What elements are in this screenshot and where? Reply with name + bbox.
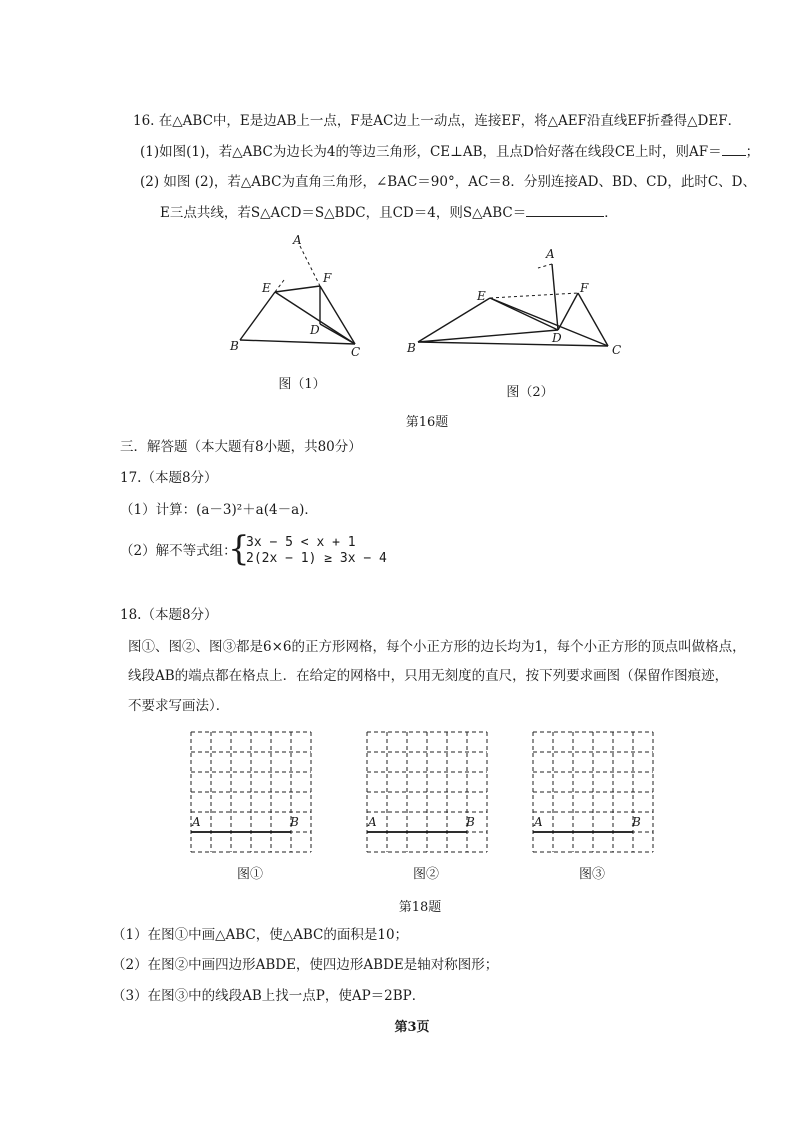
grid3-label-a: A: [534, 815, 543, 829]
q18-desc-1: 图①、图②、图③都是6×6的正方形网格，每个小正方形的边长均为1，每个小正方形的顶点叫做格点，: [128, 639, 746, 655]
fig2-label-a: A: [546, 247, 555, 261]
q16-fig-title: 第16题: [405, 415, 449, 430]
q16-intro: 16. 在△ABC中，E是边AB上一点，F是AC边上一动点，连接EF，将△AEF沿直线EF折叠得△DEF．: [133, 113, 742, 129]
fig1-side-fc: [320, 286, 355, 344]
fig1-side-bc: [240, 340, 355, 344]
q18-grid1-caption: 图①: [236, 867, 263, 882]
q16-part2b-blank: [526, 216, 604, 217]
q16-part2b-tail: ．: [604, 205, 618, 221]
fig1-label-c: C: [351, 345, 361, 359]
q17-part2-label: （2）解不等式组：: [120, 543, 237, 559]
q16-part2b-text: E三点共线，若S△ACD＝S△BDC，且CD＝4，则S△ABC＝: [160, 205, 527, 221]
q18-desc-2: 线段AB的端点都在格点上．在给定的网格中，只用无刻度的直尺，按下列要求画图（保留作图痕迹，: [128, 668, 729, 684]
section3-heading: 三．解答题（本大题有8小题，共80分）: [120, 439, 362, 455]
fig1-side-be: [240, 292, 275, 340]
grid1-label-b: B: [290, 815, 299, 829]
page-number: 第3页: [394, 1020, 430, 1035]
fig2-label-b: B: [407, 341, 416, 355]
grid2-label-b: B: [466, 815, 475, 829]
fig2-line-fd: [558, 293, 578, 330]
q16-figure-2: [400, 240, 630, 365]
q16-part2b: [160, 203, 618, 223]
q18-grid2-caption: 图②: [412, 867, 439, 882]
grid2-label-a: A: [368, 815, 377, 829]
q16-part1: [140, 142, 759, 162]
fig2-label-d: D: [552, 331, 562, 345]
fig2-line-bd: [418, 330, 558, 342]
fig2-line-ec: [490, 298, 608, 346]
fig2-side-fc: [578, 293, 608, 346]
q18-task-1: （1）在图①中画△ABC，使△ABC的面积是10；: [112, 927, 409, 943]
q16-fig1-caption: 图（1）: [278, 377, 326, 392]
fig2-side-bc: [418, 342, 608, 346]
q17-system-brace: {: [228, 529, 250, 569]
fig1-dashed-af: [300, 246, 320, 286]
fig1-label-a: A: [293, 233, 302, 247]
fig2-side-be: [418, 298, 490, 342]
q17-ineq2: 2(2x − 1) ≥ 3x − 4: [246, 551, 387, 566]
fig1-label-b: B: [230, 339, 239, 353]
q18-grid3-caption: 图③: [578, 867, 605, 882]
q16-part2a: (2) 如图 (2)，若△ABC为直角三角形，∠BAC＝90°，AC＝8．分别连接AD、BD、CD，此时C、D、: [140, 174, 756, 190]
q18-fig-title: 第18题: [398, 900, 442, 915]
q18-task-3: （3）在图③中的线段AB上找一点P，使AP＝2BP．: [112, 988, 426, 1004]
grid3-label-b: B: [632, 815, 641, 829]
fig1-label-e: E: [262, 281, 271, 295]
q18-grid-2: [366, 731, 486, 853]
fig1-label-f: F: [323, 271, 332, 285]
fig2-label-c: C: [612, 343, 622, 357]
q16-part1-blank: [722, 155, 746, 156]
q17-part1: （1）计算：(a－3)²＋a(4－a)．: [120, 502, 318, 518]
q17-ineq1: 3x − 5 < x + 1: [246, 535, 356, 550]
fig1-line-ef: [275, 286, 320, 292]
q17-title: 17.（本题8分）: [120, 470, 218, 486]
fig2-line-ad: [552, 264, 558, 330]
q18-title: 18.（本题8分）: [120, 607, 218, 623]
fig2-line-ed: [490, 298, 558, 330]
fig2-label-f: F: [580, 281, 589, 295]
grid1-label-a: A: [192, 815, 201, 829]
fig2-label-e: E: [477, 289, 486, 303]
q16-part1-tail: ；: [745, 144, 760, 160]
q18-task-2: （2）在图②中画四边形ABDE，使四边形ABDE是轴对称图形；: [112, 957, 499, 973]
fig1-dashed-ae: [275, 280, 284, 292]
fig1-label-d: D: [310, 323, 320, 337]
q16-figure-1: [220, 232, 380, 362]
q18-desc-3: 不要求写画法）．: [128, 698, 230, 714]
q18-grid-1: [190, 731, 310, 853]
q16-fig2-caption: 图（2）: [506, 385, 554, 400]
fig2-dashed-ae: [538, 264, 552, 268]
q18-grid-3: [532, 731, 652, 853]
fig2-dashed-ef: [490, 293, 578, 298]
q16-part1-text: (1)如图(1)，若△ABC为边长为4的等边三角形，CE⊥AB，且点D恰好落在线段CE上时，则AF＝: [140, 144, 722, 160]
